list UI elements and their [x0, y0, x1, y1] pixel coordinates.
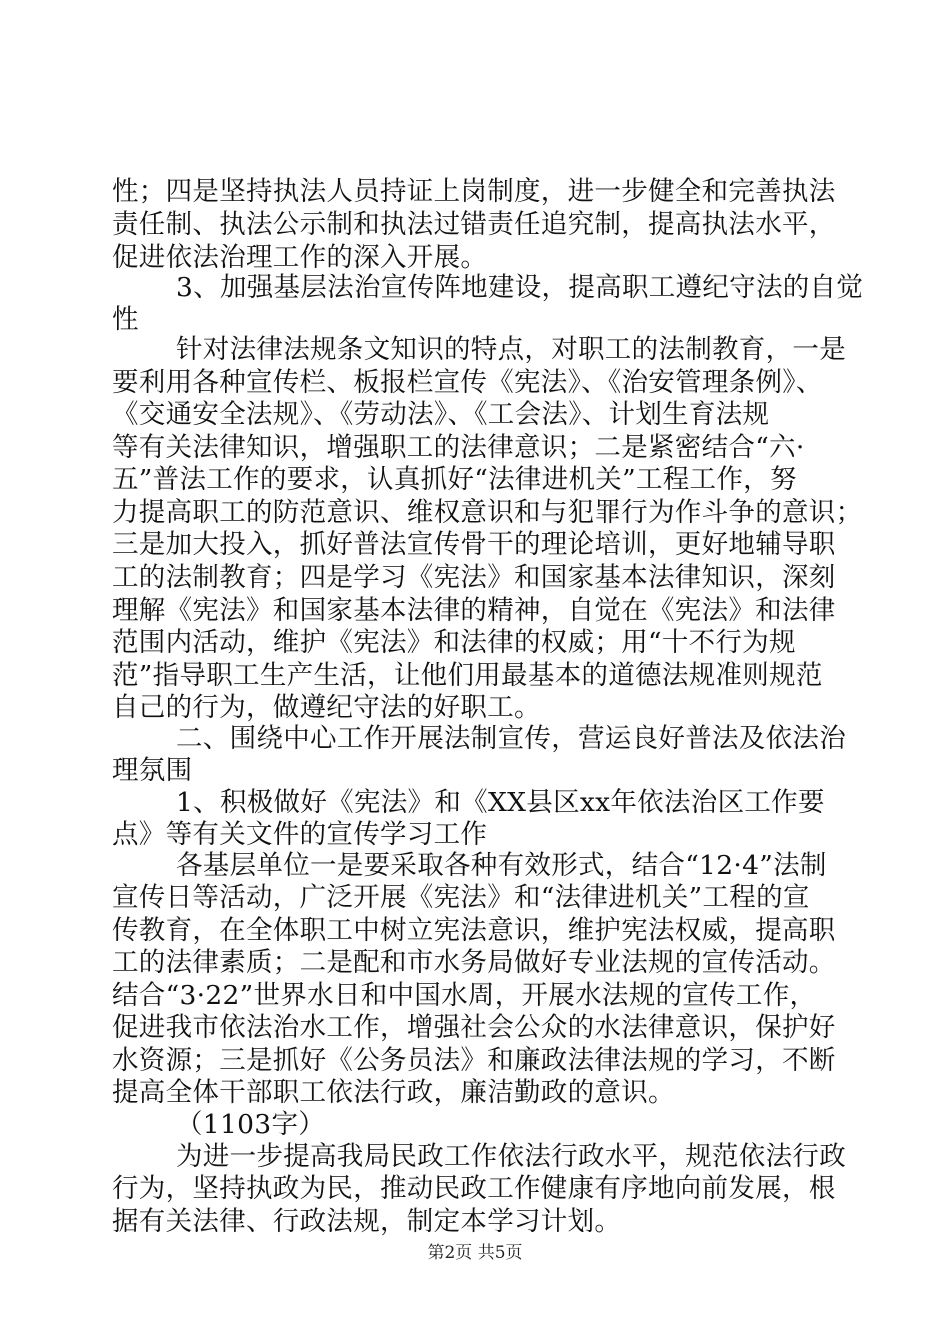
subsection-heading-line: 点》等有关文件的宣传学习工作: [112, 819, 488, 850]
section-heading-line: 3、加强基层法治宣传阵地建设，提高职工遵纪守法的自觉: [176, 272, 864, 303]
text-line: 工的法制教育；四是学习《宪法》和国家基本法律知识，深刻: [112, 562, 836, 593]
page-number-footer: 第2页 共5页: [427, 1243, 523, 1263]
text-line: 工的法律素质；二是配和市水务局做好专业法规的宣传活动。: [112, 947, 836, 978]
text-line: 行为，坚持执政为民，推动民政工作健康有序地向前发展，根: [112, 1173, 836, 1204]
word-count-line: （1103字）: [176, 1109, 326, 1140]
section-heading-line: 二、围绕中心工作开展法制宣传，营运良好普法及依法治: [176, 723, 846, 754]
text-line: 范”指导职工生产生活，让他们用最基本的道德法规准则规范: [112, 660, 823, 691]
text-line: 三是加大投入，抓好普法宣传骨干的理论培训，更好地辅导职: [112, 529, 836, 560]
text-line: 自己的行为，做遵纪守法的好职工。: [112, 692, 541, 723]
text-line: 等有关法律知识，增强职工的法律意识；二是紧密结合“六·: [112, 432, 805, 463]
subsection-heading-line: 1、积极做好《宪法》和《XX县区xx年依法治区工作要: [176, 787, 825, 818]
text-line: 宣传日等活动，广泛开展《宪法》和“法律进机关”工程的宣: [112, 882, 810, 913]
text-line: 力提高职工的防范意识、维权意识和与犯罪行为作斗争的意识；: [112, 497, 863, 528]
text-line: 责任制、执法公示制和执法过错责任追究制，提高执法水平，: [112, 209, 836, 240]
text-line: 性；四是坚持执法人员持证上岗制度，进一步健全和完善执法: [112, 176, 836, 207]
text-line: 促进我市依法治水工作，增强社会公众的水法律意识，保护好: [112, 1012, 836, 1043]
text-line: 五”普法工作的要求，认真抓好“法律进机关”工程工作，努: [112, 464, 797, 495]
text-line: 《交通安全法规》、《劳动法》、《工会法》、计划生育法规: [112, 399, 770, 430]
text-line: 传教育，在全体职工中树立宪法意识，维护宪法权威，提高职: [112, 915, 836, 946]
text-line: 水资源；三是抓好《公务员法》和廉政法律法规的学习，不断: [112, 1045, 836, 1076]
paragraph-first-line: 各基层单位一是要采取各种有效形式，结合“12·4”法制: [176, 850, 827, 881]
paragraph-first-line: 针对法律法规条文知识的特点，对职工的法制教育，一是: [176, 334, 846, 365]
section-heading-line: 理氛围: [112, 755, 193, 786]
text-line: 据有关法律、行政法规，制定本学习计划。: [112, 1206, 622, 1237]
text-line: 理解《宪法》和国家基本法律的精神，自觉在《宪法》和法律: [112, 595, 836, 626]
paragraph-first-line: 为进一步提高我局民政工作依法行政水平，规范依法行政: [176, 1141, 846, 1172]
text-line: 提高全体干部职工依法行政，廉洁勤政的意识。: [112, 1077, 675, 1108]
section-heading-line: 性: [112, 304, 139, 335]
text-line: 要利用各种宣传栏、板报栏宣传《宪法》、《治安管理条例》、: [112, 367, 823, 398]
text-line: 促进依法治理工作的深入开展。: [112, 242, 488, 273]
text-line: 结合“3·22”世界水日和中国水周，开展水法规的宣传工作，: [112, 980, 817, 1011]
text-line: 范围内活动，维护《宪法》和法律的权威；用“十不行为规: [112, 627, 796, 658]
